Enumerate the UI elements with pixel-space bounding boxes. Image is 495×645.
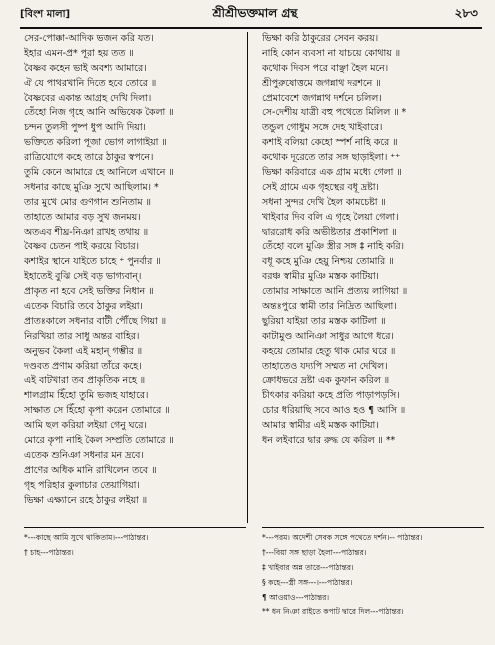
- verse-line: অনুভব কৈলা এই মহান্ গম্ভীর ॥: [24, 345, 143, 357]
- verse-line: বৈষ্ণব কহেন ভাই অবশ্য আমারে।: [24, 62, 147, 74]
- verse-line: ইহাতেই বুঝি সেই বড় ভাগ্যবান্।: [24, 271, 142, 283]
- verse-line: তন্ডুল গোধুম সঙ্গে দেহ খাইবারে।: [262, 122, 383, 134]
- verse-line: তেঁহো নিজ গৃহে আনি অভিষেক কৈলা ॥: [24, 107, 174, 119]
- verse-line: চীৎকার করিয়া কহে প্রতি পাড়াপড়সি।: [262, 390, 400, 402]
- verse-line: বরঞ্চ স্বামীর মুঞি মস্তক কাটিয়া।: [262, 271, 379, 283]
- verse-line: সে-দেশীয় যাত্রী বহু পথেতে মিলিল ॥ *: [262, 107, 407, 119]
- verse-line: রাত্রিযোগে কহে তারে ঠাকুর স্বপনে।: [24, 152, 154, 164]
- verse-line: তাহাতেও যদ্যপি সম্মত না দেখিল।: [262, 360, 388, 372]
- footnote-line: †---বিয়া সঙ্গ ছাড়া হৈলা---পাঠান্তর।: [262, 547, 367, 557]
- footnote-line: ‡ খাইবার অন্ন তারে---পাঠান্তর।: [262, 562, 354, 572]
- verse-line: তুমি কেনে আমারে হে আনিলে এখানে ॥: [24, 167, 174, 179]
- verse-line: সধনার কাছে মুঞি সুখে আছিলাম। *: [24, 181, 159, 193]
- verse-line: আমি ছল করিয়া লইয়া গেনু ঘরে।: [24, 420, 147, 432]
- verse-line: গৃহ পরিহার কুলাচার তেয়াগিয়া।: [24, 479, 140, 491]
- verse-line: প্রাণের অধিক মানি রাখিলেন তবে ॥: [24, 464, 157, 476]
- verse-line: এতেক শুনিঞা সধনার মন দ্রবে।: [24, 449, 144, 461]
- right-verse-column: [262, 32, 484, 449]
- verse-line: কথোক দিবস পরে বাঞ্ছা হৈল মনে।: [262, 62, 389, 74]
- footnote-line: ** ধন নিঞা রাইতে কপাট দ্বারে দিল---পাঠান্তর।: [262, 607, 404, 617]
- verse-line: কশাইর স্থানে যাইতে চাহে ⁺ পুনর্বার ॥: [24, 256, 161, 268]
- verse-line: এতেক বিচারি তবে ঠাকুর লইয়া।: [24, 301, 143, 313]
- verse-line: সধনা সুন্দর দেখি হৈল কামচেষ্টা ॥: [262, 196, 386, 208]
- verse-line: ক্রোধভরে দ্রষ্টা এক কুফান করিল ॥: [262, 375, 390, 387]
- footnote-line: *---পরম। অদেশী সেবক সঙ্গে পথেতে দর্শন।-- পাঠান্তর।: [262, 533, 423, 542]
- verse-line: তার মুখে মোর গুণগান শুনিতাম ॥: [24, 196, 151, 208]
- verse-line: খাইবার দিব বলি এ গৃহে লৈয়া গেলা।: [262, 211, 399, 223]
- verse-line: সেই গ্রামে এক গৃহস্থের বধূ দ্রষ্টা।: [262, 181, 379, 193]
- verse-line: ঐ যে পাথরখানি দিতে হবে তোরে ॥: [24, 77, 157, 89]
- verse-line: আমার স্বামীর এই মস্তক কাটিয়া।: [262, 420, 379, 432]
- verse-line: বৈষ্ণবের একান্ত আগ্রহ দেখি দিলা।: [24, 92, 152, 104]
- verse-line: অন্তঃপুরে স্বামী তার নিদ্রিত আছিলা।: [262, 301, 397, 313]
- verse-line: নাহি কোন ব্যবসা না যাচয়ে কোথায় ॥: [262, 47, 401, 59]
- verse-line: সাক্ষাত সে হিঁহো কৃপা করেন তোমারে ॥: [24, 405, 170, 417]
- column-divider: [247, 32, 248, 523]
- verse-line: চন্দন তুলসী পুষ্প ধুপ আদি দিয়া।: [24, 122, 146, 134]
- verse-line: মোরে কৃপা নাহি কৈল সম্প্রতি তোমারে ॥: [24, 435, 174, 447]
- footnotes-right: [262, 532, 484, 621]
- verse-line: এই বাটখারা তব প্রাকৃতিক নহে ॥: [24, 375, 146, 387]
- verse-line: অতএব শীঘ্র-নিঞা রাখহ তথায় ॥: [24, 226, 149, 238]
- verse-line: প্রেমাবেশে জগন্নাথ দর্শনে চলিল।: [262, 92, 382, 104]
- verse-line: বৈষ্ণব চেতন পাই করয়ে বিচার।: [24, 241, 139, 253]
- footnotes-left: [24, 532, 246, 562]
- verse-line: কশাই বলিয়া কেহো স্পর্শ নাহি করে ॥: [262, 137, 398, 149]
- verse-line: প্রাতঃকালে সধনার বাটী পৌঁছে গিয়া ॥: [24, 315, 166, 327]
- verse-line: কহয়ে তোমার হেতু থাক মোর ঘরে ॥: [262, 345, 396, 357]
- verse-line: চোর ধরিয়াছি সবে আও হও ¶ আসি ॥: [262, 405, 406, 417]
- page-header: [20, 5, 482, 29]
- verse-line: বধূ কহে মুঞি হেয়ু নিশ্চয় তোমারি ॥: [262, 256, 394, 268]
- verse-line: ভক্তিতে করিলা পূজা ভোগ লাগাইয়া ॥: [24, 137, 167, 149]
- verse-line: তেঁহো বলে মুঞি স্ত্রীর সঙ্গ ‡ নাহি করি।: [262, 241, 404, 253]
- footnote-rule-left: [24, 527, 246, 528]
- verse-line: শালগ্রাম হিঁহো তুমি ভজহ যাহারে।: [24, 390, 149, 402]
- verse-line: ভিক্ষা এক্ষ্যানে রহে ঠাকুর লইয়া ॥: [24, 494, 148, 506]
- left-verse-column: [24, 32, 246, 509]
- verse-line: কথোক দূরেতে তার সঙ্গ ছাড়াইলা। ⁺⁺: [262, 152, 401, 164]
- verse-line: দ্বাররোধ করি অভীষ্টতার প্রকাশিলা ॥: [262, 226, 397, 238]
- verse-line: দণ্ডবত প্রণাম করিয়া তাঁরে কহে।: [24, 360, 142, 372]
- chapter-label: [বিংশ মালা]: [20, 9, 71, 20]
- verse-line: ইহার এমন-প্র* পূরা হয় তত ॥: [24, 47, 134, 59]
- footnote-line: ¶ আওয়াও---পাঠান্তর।: [262, 592, 330, 602]
- verse-line: ছুরিয়া যাইয়া তার মস্তক কাটিলা ॥: [262, 315, 386, 327]
- verse-line: প্রাকৃত না হবে সেই ভক্তির নিধান ॥: [24, 286, 154, 298]
- verse-line: ধন লইবারে দ্বার রুদ্ধ যে করিল ॥ **: [262, 435, 396, 447]
- footnote-line: § কহে---স্ত্রী সঙ্গ---।---পাঠান্তর।: [262, 577, 353, 587]
- page-number: ২৮৩: [454, 6, 478, 20]
- book-title: শ্রীশ্রীভক্তমাল গ্রন্থ: [212, 6, 298, 20]
- verse-line: ভিক্ষা করি ঠাকুরের সেবন করয়।: [262, 33, 379, 44]
- verse-line: তাহাতে আমার বড় সুখ জনময়।: [24, 211, 141, 223]
- verse-line: ভিক্ষা করিবারে এক গ্রাম মধ্যে গেলা ॥: [262, 167, 402, 179]
- verse-line: তোমার সাক্ষাতে আনি প্রত্যয় লাগিয়া ॥: [262, 286, 408, 298]
- footnote-rule-right: [262, 527, 484, 528]
- verse-line: কাটামুণ্ড আনিঞা সাধুর আগে ধরে।: [262, 330, 394, 342]
- footnote-line: *---কাছে আমি সুখে থাকিতাম।---পাঠান্তর।: [24, 533, 149, 542]
- verse-line: সের-পোক্কা-আদিক ভজন করি যত।: [24, 33, 154, 44]
- footnote-line: † চাহ---পাঠান্তর।: [24, 547, 74, 557]
- verse-line: নিরখিয়া তার সাধু অন্তর বাহির।: [24, 330, 140, 342]
- verse-line: শ্রীপুরুষোত্তমে জগন্নাথ দরশনে ॥: [262, 77, 381, 89]
